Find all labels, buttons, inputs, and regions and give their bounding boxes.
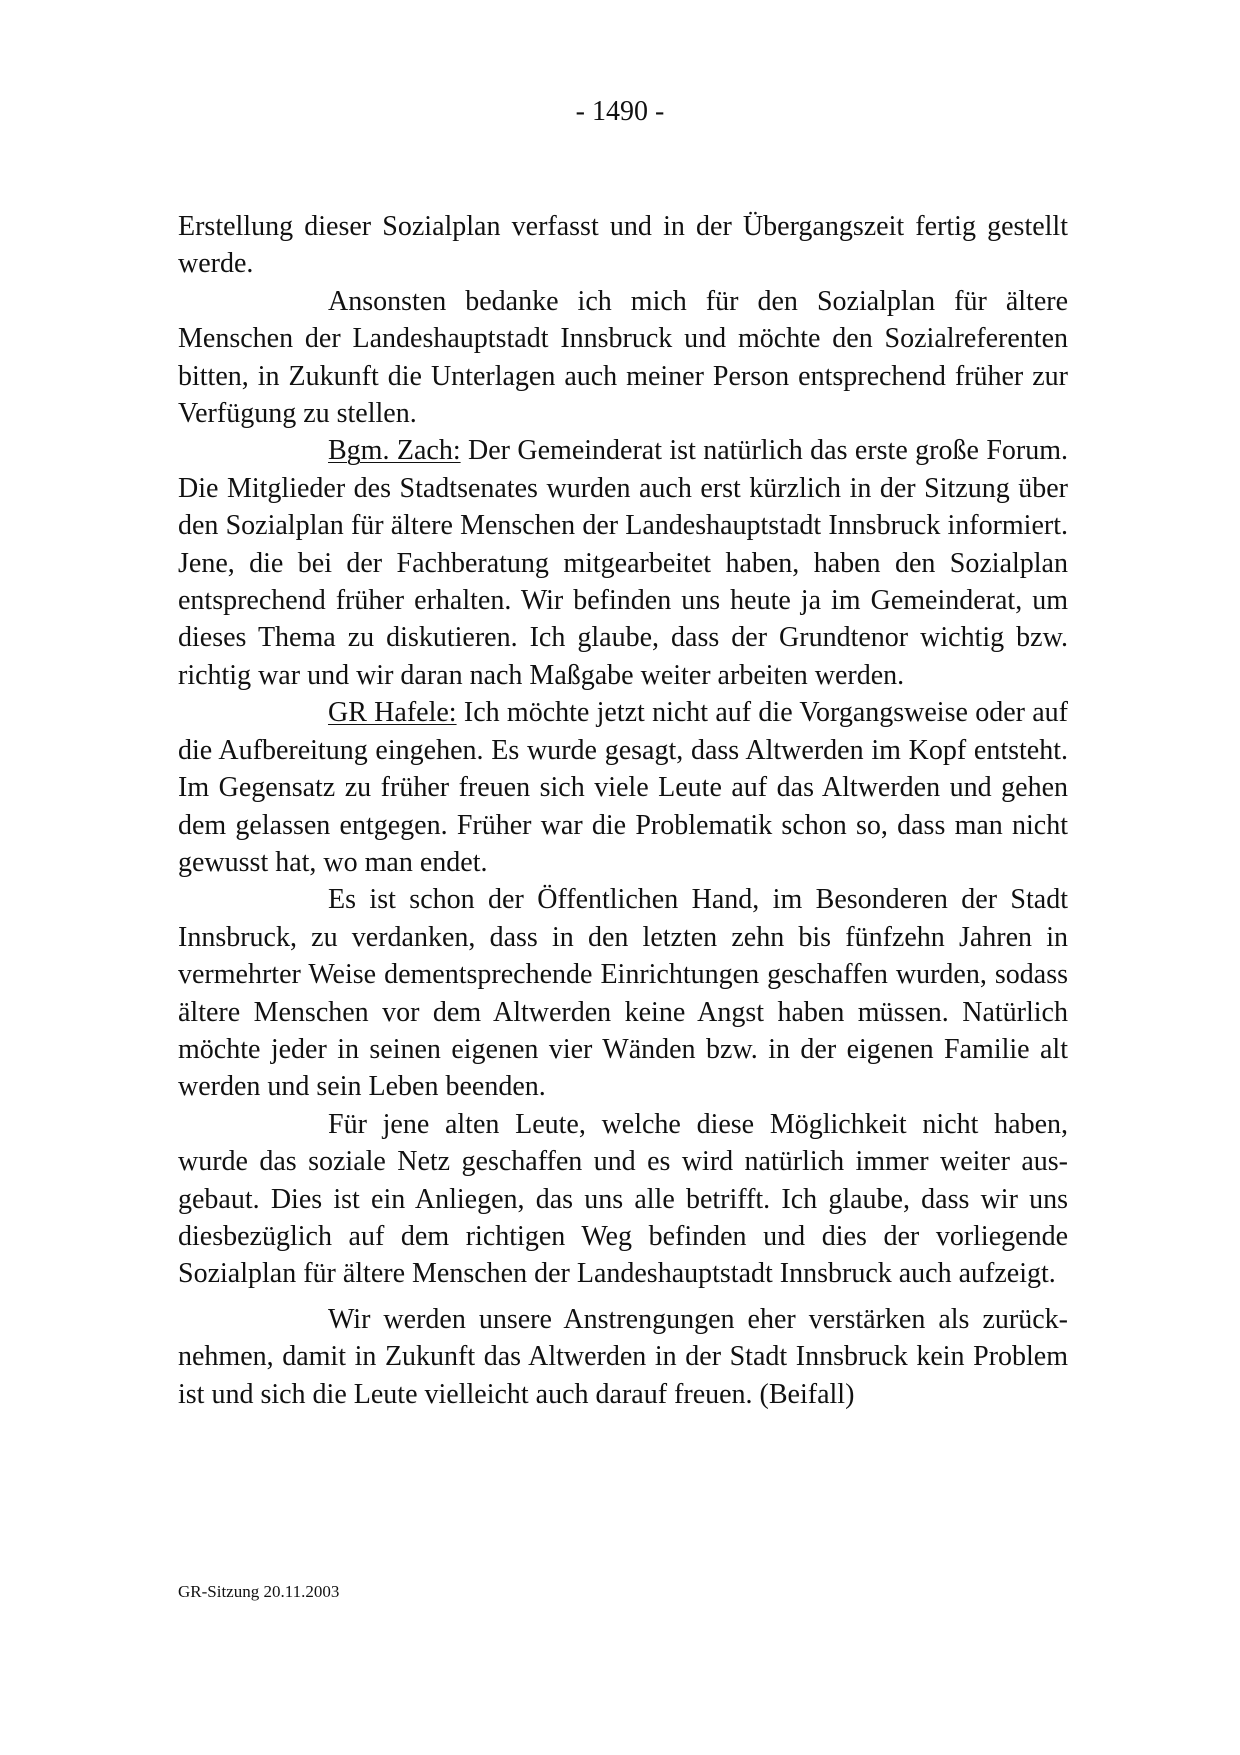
speaker-name: Bgm. Zach: [328, 435, 461, 467]
paragraph-speech-zach [178, 432, 1068, 694]
paragraph-text: Für jene alten Leute, welche diese Möglichkeit nicht haben, wurde das soziale Netz geschaffen und es wird natürlich immer weiter ausgebaut. Dies ist ein Anliegen, das uns alle betrifft. Ich glaube, dass wir uns diesbezüglich auf dem richtigen Weg befinden und dies der vorliegende Sozialplan für ältere Menschen der Landeshauptstadt Innsbruck auch aufzeigt. [178, 1108, 1068, 1290]
paragraph-social-net [178, 1106, 1068, 1293]
document-body [178, 208, 1068, 1413]
paragraph-text: Ansonsten bedanke ich mich für den Sozialplan für ältere Menschen der Landeshauptstadt Innsbruck und möchte den Sozialreferenten bitten, in Zukunft die Unterlagen auch meiner Person entsprechend früher zur Verfügung zu stellen. [178, 285, 1068, 430]
paragraph-continuation [178, 208, 1068, 283]
page-number: - 1490 - [575, 96, 665, 127]
paragraph-text: Der Gemeinderat ist natürlich das erste große Forum. Die Mitglieder des Stadtsenates wurden auch erst kürzlich in der Sitzung über den Sozialplan für ältere Menschen der Landeshauptstadt Innsbruck informiert. Jene, die bei der Fachberatung mitgearbeitet haben, haben den Sozialplan entsprechend früher erhalten. Wir befinden uns heute ja im Gemeinderat, um dieses Thema zu diskutieren. Ich glaube, dass der Grundtenor wichtig bzw. richtig war und wir daran nach Maßgabe weiter arbeiten werden. [178, 435, 1068, 691]
paragraph-conclusion [178, 1301, 1068, 1413]
paragraph-public-hand [178, 881, 1068, 1105]
paragraph-speech-hafele [178, 694, 1068, 881]
paragraph-text: Ich möchte jetzt nicht auf die Vorgangsweise oder auf die Aufbereitung eingehen. Es wurde gesagt, dass Altwerden im Kopf entsteht. Im Gegensatz zu früher freuen sich viele Leute auf das Altwerden und gehen dem gelassen entgegen. Früher war die Problematik schon so, dass man nicht gewusst hat, wo man endet. [178, 697, 1068, 878]
footer-session-date: GR-Sitzung 20.11.2003 [178, 1582, 340, 1601]
paragraph-text: Es ist schon der Öffentlichen Hand, im Besonderen der Stadt Innsbruck, zu verdanken, dass in den letzten zehn bis fünfzehn Jahren in vermehrter Weise dementsprechende Einrichtungen geschaffen wurden, sodass ältere Menschen vor dem Altwerden keine Angst haben müssen. Natürlich möchte jeder in seinen eigenen vier Wänden bzw. in der eigenen Familie alt werden und sein Leben beenden. [178, 884, 1068, 1103]
speaker-name: GR Hafele: [328, 697, 457, 729]
paragraph-text: Erstellung dieser Sozialplan verfasst und in der Übergangszeit fertig gestellt werde. [178, 211, 1068, 280]
paragraph-closing-remark [178, 283, 1068, 433]
paragraph-text: Wir werden unsere Anstrengungen eher verstärken als zurücknehmen, damit in Zukunft das Altwerden in der Stadt Innsbruck kein Problem ist und sich die Leute vielleicht auch darauf freuen. (Beifall) [178, 1303, 1068, 1410]
